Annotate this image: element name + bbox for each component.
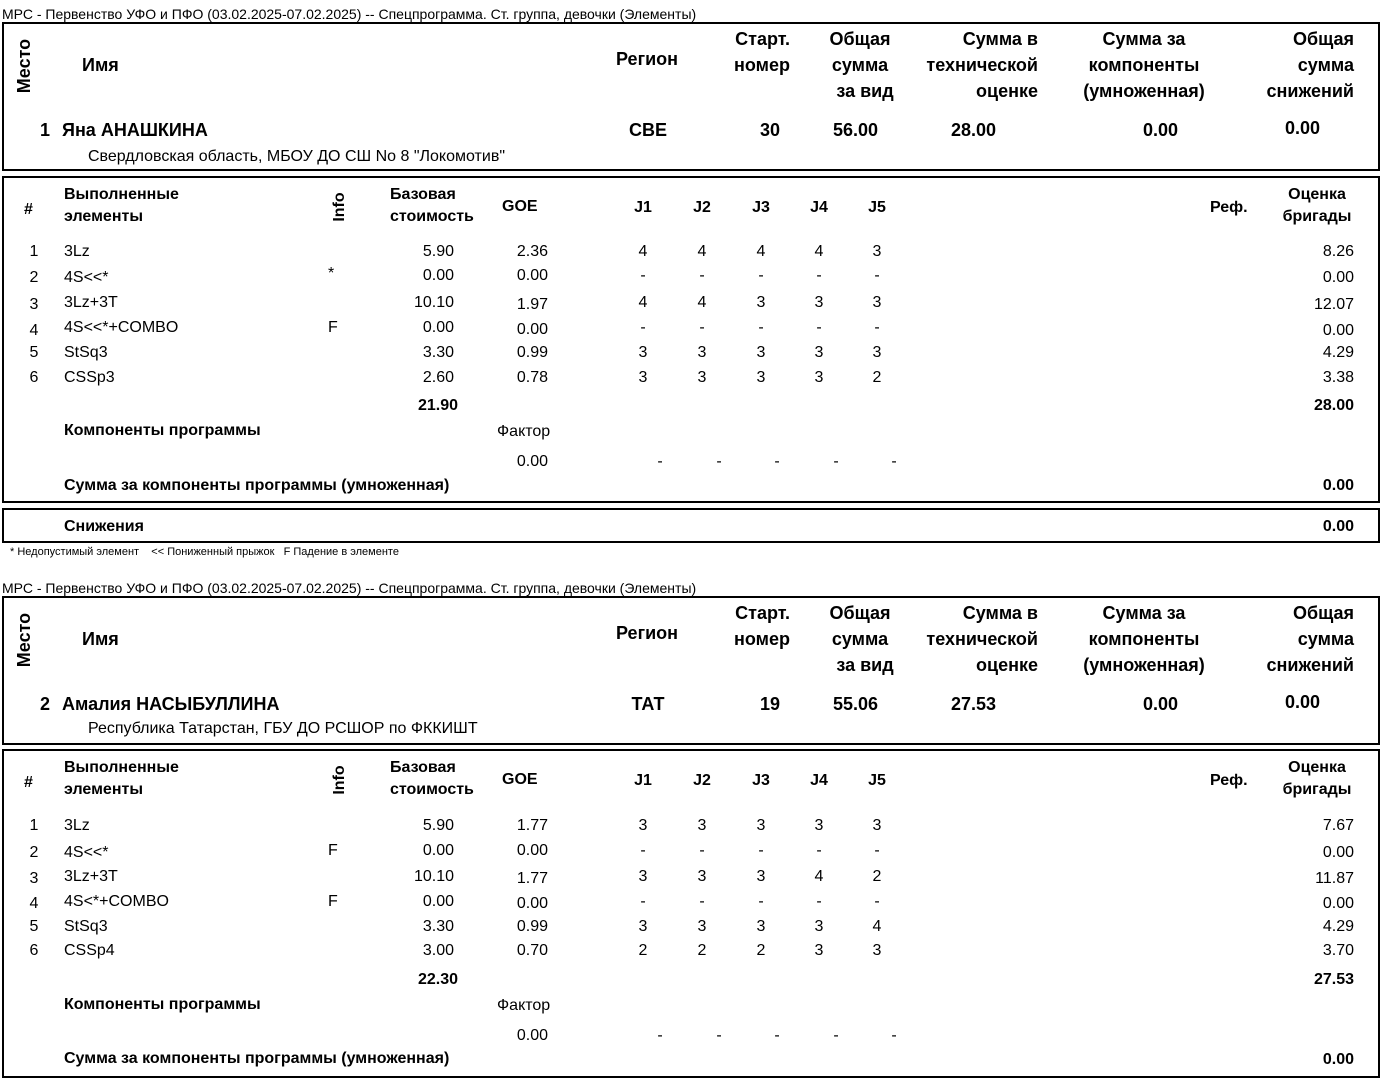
event-caption: МРС - Первенство УФО и ПФО (03.02.2025-07.02.2025) -- Спецпрограмма. Ст. группа, девочки (Элементы) [2,580,697,596]
skater-name: Амалия НАСЫБУЛЛИНА [62,694,280,714]
j2-mark: 2 [697,942,707,959]
j4-mark: 4 [814,868,824,885]
base-value-total: 21.90 [417,397,458,414]
skater-total-score: 55.06 [832,694,878,714]
j3-mark: 3 [756,817,766,834]
element-code: 3Lz [64,817,90,834]
col-j1-header: J1 [634,199,652,216]
base-value: 5.90 [422,243,454,260]
total-score-header: Общая сумма за вид [829,603,894,675]
skater-total-score: 56.00 [832,120,878,140]
component-j4: - [833,1027,839,1044]
components-label: Компоненты программы [64,422,261,439]
panel-score: 8.26 [1322,243,1354,260]
j4-mark: 3 [814,942,824,959]
j2-mark: 3 [697,369,707,386]
j5-mark: - [874,842,880,859]
j5-mark: 3 [872,817,882,834]
j2-mark: - [699,267,705,284]
j1-mark: - [640,893,646,910]
component-j5: - [891,453,897,470]
j1-mark: 3 [638,344,648,361]
goe-value: 0.99 [516,344,548,361]
goe-value: 0.99 [516,918,548,935]
col-j1-header: J1 [634,772,652,789]
row-number: 3 [29,296,39,313]
base-value: 2.60 [422,369,454,386]
element-code: CSSp3 [64,369,115,386]
col-j4-header: J4 [810,199,828,216]
components-sum-value: 0.00 [1322,1051,1354,1068]
j5-mark: - [874,893,880,910]
row-number: 2 [29,844,39,861]
j4-mark: 4 [814,243,824,260]
goe-value: 0.00 [516,267,548,284]
j3-mark: - [758,319,764,336]
col-panel-score-header: Оценка бригады [1282,759,1352,798]
element-code: 4S<<* [64,844,109,861]
components-label: Компоненты программы [64,996,261,1013]
row-number: 5 [29,344,39,361]
row-number: 1 [29,243,39,260]
row-number: 6 [29,369,39,386]
j3-mark: 2 [756,942,766,959]
component-j1: - [657,1027,663,1044]
j1-mark: - [640,319,646,336]
j2-mark: - [699,319,705,336]
col-j2-header: J2 [693,199,711,216]
j4-mark: - [816,893,822,910]
row-number: 2 [29,269,39,286]
start-number-header: Старт. номер [734,29,790,75]
j4-mark: - [816,267,822,284]
name-header: Имя [82,55,119,75]
j2-mark: - [699,842,705,859]
tech-score-header: Сумма в технической оценке [926,603,1038,675]
col-j3-header: J3 [752,199,770,216]
element-code: StSq3 [64,344,108,361]
j2-mark: 3 [697,868,707,885]
col-panel-score-header: Оценка бригады [1282,186,1352,225]
deductions-value: 0.00 [1322,518,1354,535]
row-number: 5 [29,918,39,935]
panel-score: 4.29 [1322,344,1354,361]
j5-mark: 3 [872,243,882,260]
tech-score-header: Сумма в технической оценке [926,29,1038,101]
j5-mark: 3 [872,344,882,361]
j3-mark: - [758,893,764,910]
goe-value: 1.97 [516,296,548,313]
factor-label: Фактор [497,423,551,440]
j3-mark: 3 [756,369,766,386]
skater-components-score: 0.00 [1142,120,1178,140]
panel-score: 7.67 [1322,817,1354,834]
name-header: Имя [82,629,119,649]
panel-score: 0.00 [1322,322,1354,339]
col-ref-header: Реф. [1210,772,1248,789]
j4-mark: 3 [814,918,824,935]
components-score-header: Сумма за компоненты (умноженная) [1083,29,1205,101]
element-info: F [328,319,338,336]
j1-mark: 3 [638,817,648,834]
j3-mark: 3 [756,868,766,885]
components-sum-label: Сумма за компоненты программы (умноженная) [64,1050,450,1067]
factor-value: 0.00 [516,1027,548,1044]
skater-region: ТАТ [631,694,665,714]
base-value: 10.10 [413,294,454,311]
element-code: StSq3 [64,918,108,935]
legend-footnote: * Недопустимый элемент << Пониженный прыжок F Падение в элементе [10,546,399,558]
panel-score-total: 28.00 [1313,397,1354,414]
element-code: 4S<<* [64,269,109,286]
skater-summary-box [2,22,1380,171]
elements-box [2,749,1380,1078]
element-info: F [328,893,338,910]
element-code: 3Lz+3T [64,294,118,311]
j5-mark: 2 [872,868,882,885]
skater-start-number: 30 [759,120,780,140]
component-j3: - [774,1027,780,1044]
deductions-header: Общая сумма снижений [1266,29,1354,101]
row-number: 3 [29,870,39,887]
base-value: 0.00 [422,267,454,284]
skater-tech-score: 27.53 [950,694,996,714]
skater-deductions: 0.00 [1284,692,1320,712]
base-value-total: 22.30 [417,971,458,988]
j1-mark: 4 [638,243,648,260]
element-code: 3Lz+3T [64,868,118,885]
j5-mark: 3 [872,942,882,959]
j1-mark: 3 [638,918,648,935]
panel-score: 0.00 [1322,844,1354,861]
j3-mark: 3 [756,344,766,361]
col-j5-header: J5 [868,199,886,216]
col-info-header: Info [331,765,348,795]
col-number-header: # [24,201,33,218]
element-info: * [328,265,335,282]
element-code: CSSp4 [64,942,115,959]
skater-region: СВЕ [628,120,667,140]
col-elements-header: Выполненные элементы [64,759,179,798]
panel-score: 3.70 [1322,942,1354,959]
base-value: 0.00 [422,893,454,910]
panel-score: 0.00 [1322,895,1354,912]
total-score-header: Общая сумма за вид [829,29,894,101]
j5-mark: 2 [872,369,882,386]
col-j4-header: J4 [810,772,828,789]
component-j2: - [716,1027,722,1044]
skater-club: Республика Татарстан, ГБУ ДО РСШОР по ФККИШТ [88,720,478,737]
panel-score: 3.38 [1322,369,1354,386]
j1-mark: 3 [638,868,648,885]
deductions-label: Снижения [64,518,144,535]
goe-value: 2.36 [516,243,548,260]
skater-deductions: 0.00 [1284,118,1320,138]
components-sum-label: Сумма за компоненты программы (умноженная) [64,477,450,494]
base-value: 3.00 [422,942,454,959]
j1-mark: - [640,267,646,284]
j3-mark: - [758,842,764,859]
j5-mark: - [874,267,880,284]
panel-score: 4.29 [1322,918,1354,935]
component-j5: - [891,1027,897,1044]
col-j5-header: J5 [868,772,886,789]
row-number: 4 [29,895,39,912]
row-number: 6 [29,942,39,959]
j3-mark: 4 [756,243,766,260]
j2-mark: 4 [697,243,707,260]
base-value: 3.30 [422,344,454,361]
event-caption: МРС - Первенство УФО и ПФО (03.02.2025-07.02.2025) -- Спецпрограмма. Ст. группа, девочки (Элементы) [2,6,697,22]
j5-mark: 4 [872,918,882,935]
panel-score: 11.87 [1315,870,1354,887]
col-ref-header: Реф. [1210,199,1248,216]
j1-mark: 2 [638,942,648,959]
j1-mark: 4 [638,294,648,311]
j4-mark: 3 [814,369,824,386]
place-header: Место [14,38,34,94]
skater-tech-score: 28.00 [950,120,996,140]
j3-mark: - [758,267,764,284]
component-j3: - [774,453,780,470]
base-value: 0.00 [422,319,454,336]
region-header: Регион [616,49,678,69]
j5-mark: 3 [872,294,882,311]
base-value: 5.90 [422,817,454,834]
base-value: 10.10 [413,868,454,885]
start-number-header: Старт. номер [734,603,790,649]
factor-label: Фактор [497,997,551,1014]
col-elements-header: Выполненные элементы [64,186,179,225]
j4-mark: 3 [814,344,824,361]
panel-score-total: 27.53 [1313,971,1354,988]
j1-mark: - [640,842,646,859]
col-base-value-header: Базовая стоимость [390,186,474,225]
j2-mark: 3 [697,918,707,935]
base-value: 3.30 [422,918,454,935]
j3-mark: 3 [756,294,766,311]
col-number-header: # [24,774,33,791]
j2-mark: 4 [697,294,707,311]
skater-name: Яна АНАШКИНА [62,120,208,140]
elements-box [2,176,1380,503]
goe-value: 0.00 [516,842,548,859]
goe-value: 1.77 [516,870,548,887]
j2-mark: 3 [697,344,707,361]
col-j3-header: J3 [752,772,770,789]
component-j4: - [833,453,839,470]
region-header: Регион [616,623,678,643]
components-sum-value: 0.00 [1322,477,1354,494]
col-base-value-header: Базовая стоимость [390,759,474,798]
element-code: 4S<*+COMBO [64,893,169,910]
component-j2: - [716,453,722,470]
row-number: 4 [29,322,39,339]
j4-mark: 3 [814,294,824,311]
col-j2-header: J2 [693,772,711,789]
skater-summary-box [2,596,1380,745]
skater-place: 1 [39,120,50,140]
skater-components-score: 0.00 [1142,694,1178,714]
col-goe-header: GOE [502,771,538,788]
deductions-box [2,508,1380,543]
element-info: F [328,842,338,859]
components-score-header: Сумма за компоненты (умноженная) [1083,603,1205,675]
j5-mark: - [874,319,880,336]
j3-mark: 3 [756,918,766,935]
deductions-header: Общая сумма снижений [1266,603,1354,675]
place-header: Место [14,612,34,668]
j4-mark: 3 [814,817,824,834]
skater-start-number: 19 [759,694,780,714]
j4-mark: - [816,319,822,336]
panel-score: 0.00 [1322,269,1354,286]
goe-value: 0.78 [516,369,548,386]
col-goe-header: GOE [502,198,538,215]
j2-mark: - [699,893,705,910]
col-info-header: Info [331,192,348,222]
skater-club: Свердловская область, МБОУ ДО СШ No 8 "Локомотив" [88,148,505,165]
skater-place: 2 [39,694,50,714]
goe-value: 1.77 [516,817,548,834]
panel-score: 12.07 [1313,296,1354,313]
element-code: 3Lz [64,243,90,260]
row-number: 1 [29,817,39,834]
factor-value: 0.00 [516,453,548,470]
j1-mark: 3 [638,369,648,386]
component-j1: - [657,453,663,470]
goe-value: 0.70 [516,942,548,959]
goe-value: 0.00 [516,321,548,338]
element-code: 4S<<*+COMBO [64,319,179,336]
j2-mark: 3 [697,817,707,834]
goe-value: 0.00 [516,895,548,912]
base-value: 0.00 [422,842,454,859]
j4-mark: - [816,842,822,859]
